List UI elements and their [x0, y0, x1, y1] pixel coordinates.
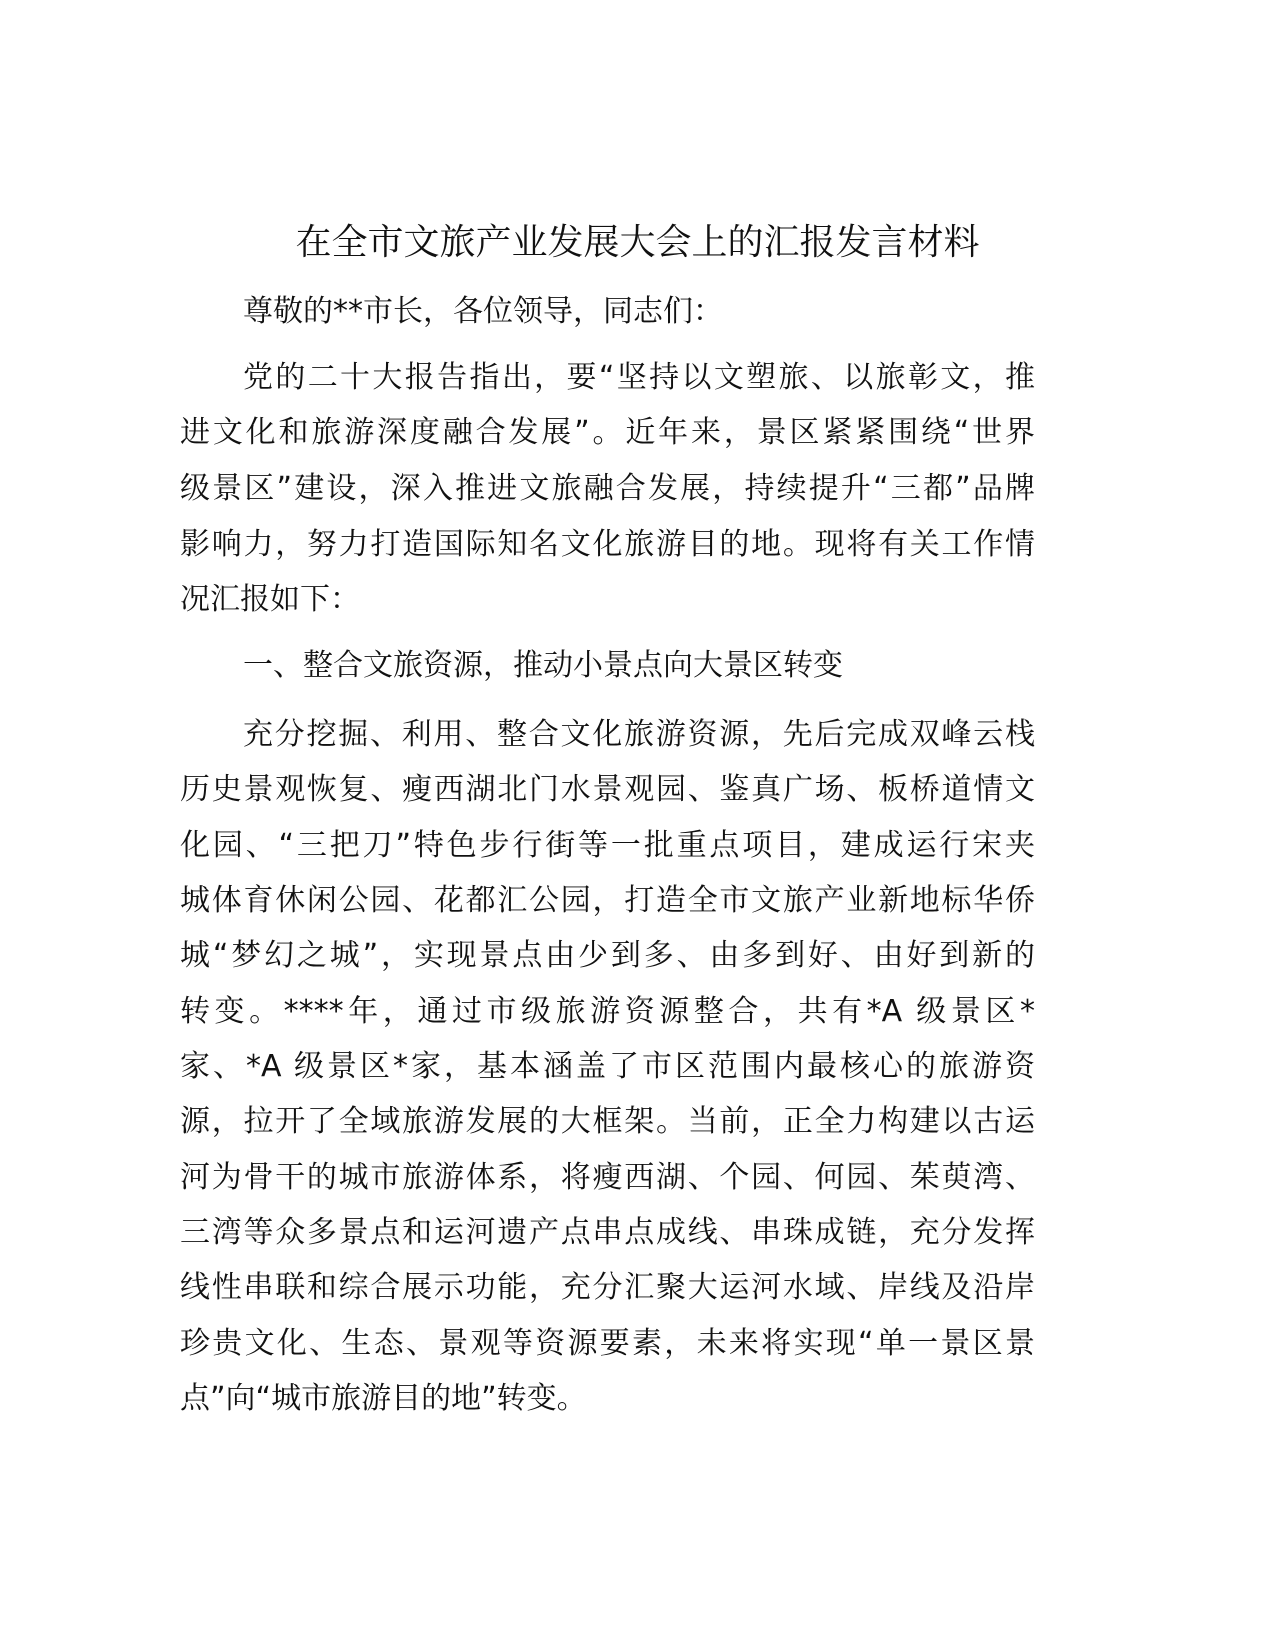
paragraph-line: 点”向“城市旅游目的地”转变。	[180, 1381, 587, 1416]
document-title: 在全市文旅产业发展大会上的汇报发言材料	[295, 222, 980, 263]
paragraph-line: 历史景观恢复、瘦西湖北门水景观园、鉴真广场、板桥道情文	[180, 772, 1035, 807]
paragraph-line: 进文化和旅游深度融合发展”。近年来，景区紧紧围绕“世界	[180, 415, 1035, 450]
section-heading: 一、整合文旅资源，推动小景点向大景区转变	[243, 648, 843, 683]
paragraph-line: 况汇报如下：	[180, 582, 360, 617]
paragraph-line: 级景区”建设，深入推进文旅融合发展，持续提升“三都”品牌	[180, 471, 1035, 506]
paragraph-line: 线性串联和综合展示功能，充分汇聚大运河水域、岸线及沿岸	[180, 1270, 1035, 1305]
paragraph-line: 三湾等众多景点和运河遗产点串点成线、串珠成链，充分发挥	[180, 1215, 1035, 1250]
paragraph-line: 影响力，努力打造国际知名文化旅游目的地。现将有关工作情	[180, 527, 1035, 562]
paragraph-line: 源，拉开了全域旅游发展的大框架。当前，正全力构建以古运	[180, 1104, 1035, 1139]
paragraph-line: 城“梦幻之城”，实现景点由少到多、由多到好、由好到新的	[180, 938, 1035, 973]
paragraph-line: 充分挖掘、利用、整合文化旅游资源，先后完成双峰云栈	[243, 717, 1035, 752]
salutation: 尊敬的**市长，各位领导，同志们：	[243, 294, 723, 329]
paragraph-line: 家、*A 级景区*家，基本涵盖了市区范围内最核心的旅游资	[180, 1049, 1035, 1084]
paragraph-line: 城体育休闲公园、花都汇公园，打造全市文旅产业新地标华侨	[180, 883, 1035, 918]
paragraph-line: 化园、“三把刀”特色步行街等一批重点项目，建成运行宋夹	[180, 828, 1035, 863]
paragraph-line: 党的二十大报告指出，要“坚持以文塑旅、以旅彰文，推	[243, 360, 1035, 395]
paragraph-line: 转变。****年，通过市级旅游资源整合，共有*A 级景区*	[180, 994, 1035, 1029]
paragraph-line: 河为骨干的城市旅游体系，将瘦西湖、个园、何园、茱萸湾、	[180, 1160, 1035, 1195]
paragraph-line: 珍贵文化、生态、景观等资源要素，未来将实现“单一景区景	[180, 1326, 1035, 1361]
